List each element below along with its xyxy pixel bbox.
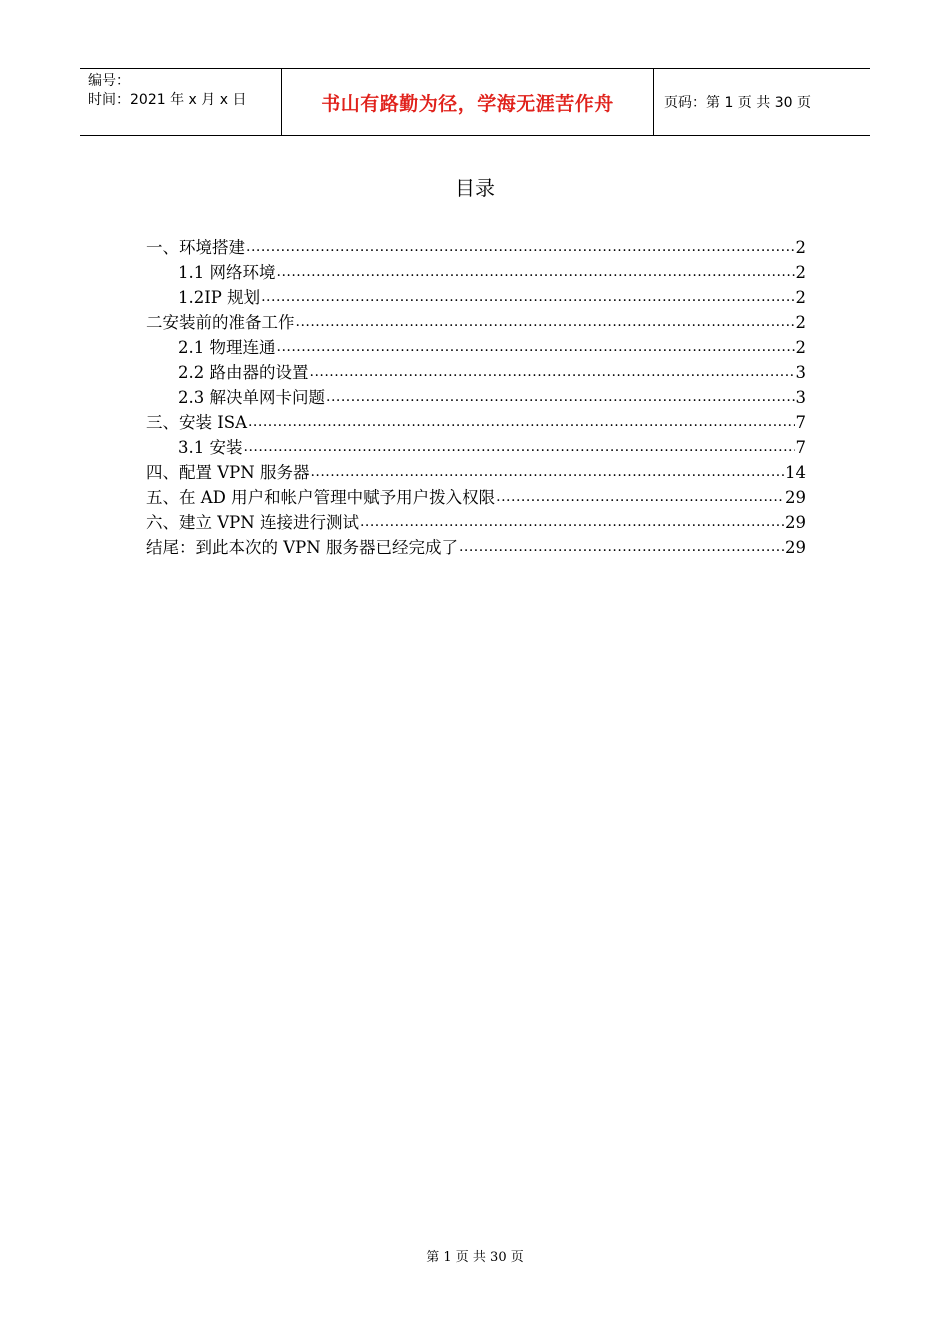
- toc-entry-page: 2: [795, 338, 806, 357]
- toc-dot-leader: [277, 337, 795, 354]
- toc-title: 目录: [455, 176, 495, 200]
- toc-entry-label: 结尾：到此本次的 VPN 服务器已经完成了: [146, 538, 458, 557]
- toc-entry-page: 7: [795, 413, 806, 432]
- toc-entry-page: 2: [795, 238, 806, 257]
- toc-entry[interactable]: [146, 509, 806, 534]
- toc-entry-label: 2.1 物理连通: [178, 338, 276, 357]
- toc-entry-label: 二安装前的准备工作: [146, 313, 295, 332]
- toc-entry-label: 一、环境搭建: [146, 238, 245, 257]
- toc-dot-leader: [248, 412, 795, 429]
- toc-dot-leader: [296, 312, 795, 329]
- toc-entry[interactable]: [146, 459, 806, 484]
- toc-entry-label: 五、在 AD 用户和帐户管理中赋予用户拨入权限: [146, 488, 496, 507]
- toc-entry-label: 四、配置 VPN 服务器: [146, 463, 310, 482]
- toc-entry-page: 3: [795, 363, 806, 382]
- toc-dot-leader: [246, 237, 795, 254]
- header-meta-cell: [80, 69, 282, 135]
- toc-entry[interactable]: [146, 359, 806, 384]
- toc-entry-page: 2: [795, 263, 806, 282]
- toc-entry-label: 1.2IP 规划: [178, 288, 261, 307]
- toc-entry[interactable]: [146, 409, 806, 434]
- toc-dot-leader: [459, 537, 784, 554]
- toc-entry[interactable]: [146, 259, 806, 284]
- toc-entry[interactable]: [146, 534, 806, 559]
- toc-entry[interactable]: [146, 434, 806, 459]
- toc-entry-page: 2: [795, 313, 806, 332]
- toc-entry-page: 29: [785, 513, 806, 532]
- toc-dot-leader: [496, 487, 784, 504]
- toc-entry[interactable]: [146, 484, 806, 509]
- toc-dot-leader: [310, 462, 784, 479]
- toc-entry-page: 3: [795, 388, 806, 407]
- toc-entry-page: 29: [785, 538, 806, 557]
- toc-dot-leader: [326, 387, 795, 404]
- toc-entry[interactable]: [146, 234, 806, 259]
- document-header: [80, 68, 870, 136]
- document-number: 编号：: [88, 73, 130, 89]
- toc-entry-page: 14: [785, 463, 806, 482]
- toc-entry[interactable]: [146, 309, 806, 334]
- toc-dot-leader: [360, 512, 784, 529]
- toc-dot-leader: [244, 437, 795, 454]
- header-motto-cell: [282, 69, 654, 135]
- toc-entry-label: 2.3 解决单网卡问题: [178, 388, 325, 407]
- toc-entry-page: 2: [795, 288, 806, 307]
- toc-entry-label: 六、建立 VPN 连接进行测试: [146, 513, 359, 532]
- page-footer: 第 1 页 共 30 页: [426, 1250, 524, 1265]
- toc-entry-page: 7: [795, 438, 806, 457]
- table-of-contents: [146, 234, 806, 559]
- document-time: 时间：2021 年 x 月 x 日: [88, 92, 247, 108]
- toc-entry-label: 3.1 安装: [178, 438, 243, 457]
- toc-entry-page: 29: [785, 488, 806, 507]
- header-page-info: 页码：第 1 页 共 30 页: [664, 95, 811, 111]
- toc-dot-leader: [310, 362, 795, 379]
- toc-entry[interactable]: [146, 334, 806, 359]
- toc-entry-label: 2.2 路由器的设置: [178, 363, 309, 382]
- header-motto: 书山有路勤为径，学海无涯苦作舟: [321, 92, 614, 115]
- toc-entry-label: 1.1 网络环境: [178, 263, 276, 282]
- header-page-cell: [654, 69, 870, 135]
- toc-entry[interactable]: [146, 384, 806, 409]
- toc-dot-leader: [261, 287, 794, 304]
- toc-entry-label: 三、安装 ISA: [146, 413, 247, 432]
- toc-entry[interactable]: [146, 284, 806, 309]
- toc-dot-leader: [277, 262, 795, 279]
